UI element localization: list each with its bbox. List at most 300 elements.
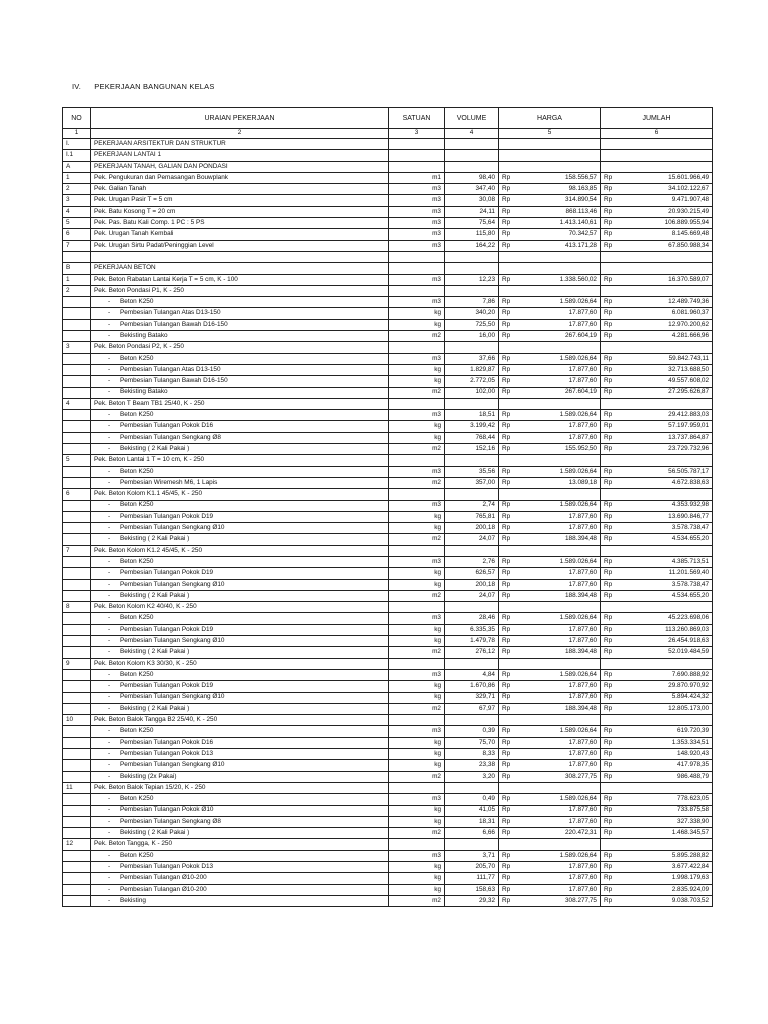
row-harga-currency [499, 251, 515, 262]
row-harga: 1.589.026,64 [515, 466, 601, 477]
header-volume: VOLUME [445, 108, 499, 129]
row-satuan: m1 [389, 172, 445, 183]
header-satuan: SATUAN [389, 108, 445, 129]
row-uraian: - Pembesian Tulangan Pokok D19 [91, 511, 389, 522]
row-harga: 13.089,18 [515, 477, 601, 488]
row-satuan: kg [389, 749, 445, 760]
row-harga-currency [499, 782, 515, 793]
row-volume: 41,05 [445, 805, 499, 816]
row-harga-currency: Rp [499, 737, 515, 748]
row-volume [445, 161, 499, 172]
row-uraian: Pek. Batu Kosong T = 20 cm [91, 206, 389, 217]
row-harga-currency: Rp [499, 172, 515, 183]
row-uraian-text: Pembesian Tulangan Pokok D16 [120, 738, 214, 746]
row-satuan: kg [389, 421, 445, 432]
row-harga: 17.877,60 [515, 884, 601, 895]
section-title [72, 82, 215, 91]
row-harga: 1.589.026,64 [515, 669, 601, 680]
row-uraian: - Bekisting [91, 895, 389, 906]
row-harga: 17.877,60 [515, 421, 601, 432]
row-jumlah: 12.489.749,36 [617, 297, 713, 308]
row-uraian: - Beton K250 [91, 850, 389, 861]
row-no [63, 534, 91, 545]
row-jumlah: 26.454.918,63 [617, 636, 713, 647]
row-satuan: kg [389, 692, 445, 703]
row-harga [515, 658, 601, 669]
row-jumlah: 34.102.122,67 [617, 184, 713, 195]
row-satuan: m2 [389, 534, 445, 545]
table-row [63, 703, 713, 714]
table-row [63, 805, 713, 816]
row-jumlah [617, 342, 713, 353]
table-row [63, 579, 713, 590]
row-uraian-text: Pembesian Tulangan Sengkang Ø10 [120, 637, 225, 644]
row-uraian-text: Pembesian Tulangan Sengkang Ø10 [120, 761, 225, 769]
row-uraian-text: Beton K250 [120, 614, 154, 622]
row-jumlah-currency: Rp [601, 624, 617, 635]
row-harga: 1.338.560,02 [515, 274, 601, 285]
table-row [63, 602, 713, 613]
row-volume [445, 398, 499, 409]
row-no: 4 [63, 206, 91, 217]
table-row [63, 624, 713, 635]
row-uraian-text: Pembesian Tulangan Sengkang Ø8 [120, 817, 221, 825]
row-no [63, 568, 91, 579]
row-volume [445, 545, 499, 556]
row-jumlah [617, 285, 713, 296]
row-jumlah: 57.197.959,01 [617, 421, 713, 432]
column-number: 1 [63, 129, 91, 139]
row-harga-currency: Rp [499, 376, 515, 387]
row-jumlah: 113.260.869,03 [617, 624, 713, 635]
row-uraian-text: Beton K250 [120, 851, 154, 859]
row-no [63, 500, 91, 511]
row-harga: 17.877,60 [515, 692, 601, 703]
table-row [63, 862, 713, 873]
row-uraian-text: Beton K250 [120, 354, 154, 362]
row-no: 4 [63, 398, 91, 409]
row-satuan [389, 715, 445, 726]
row-satuan [389, 150, 445, 161]
row-jumlah: 11.201.569,40 [617, 568, 713, 579]
row-satuan: m3 [389, 240, 445, 251]
row-no: 3 [63, 195, 91, 206]
row-harga-currency: Rp [499, 218, 515, 229]
table-row [63, 692, 713, 703]
row-satuan: m2 [389, 477, 445, 488]
table-row [63, 387, 713, 398]
row-uraian-text: Pembesian Tulangan Atas D13-150 [120, 309, 221, 317]
table-row [63, 489, 713, 500]
row-harga: 17.877,60 [515, 805, 601, 816]
table-row [63, 251, 713, 262]
row-satuan [389, 285, 445, 296]
row-jumlah: 56.505.787,17 [617, 466, 713, 477]
row-jumlah-currency: Rp [601, 613, 617, 624]
row-uraian-text: Pembesian Tulangan Pokok D13 [120, 862, 214, 870]
row-no [63, 466, 91, 477]
row-harga: 17.877,60 [515, 319, 601, 330]
row-no [63, 376, 91, 387]
row-no [63, 692, 91, 703]
row-volume: 768,44 [445, 432, 499, 443]
row-jumlah-currency [601, 285, 617, 296]
row-jumlah: 23.729.732,96 [617, 444, 713, 455]
row-jumlah: 7.690.888,92 [617, 669, 713, 680]
row-jumlah: 5.894.424,32 [617, 692, 713, 703]
row-uraian: - Pembesian Tulangan Bawah D16-150 [91, 319, 389, 330]
row-jumlah: 327.338,90 [617, 816, 713, 827]
row-harga [515, 285, 601, 296]
table-row [63, 398, 713, 409]
row-harga-currency: Rp [499, 862, 515, 873]
row-uraian: - Beton K250 [91, 613, 389, 624]
row-jumlah [617, 139, 713, 150]
row-harga [515, 839, 601, 850]
row-uraian: - Pembesian Tulangan Pokok D19 [91, 624, 389, 635]
row-volume: 7,86 [445, 297, 499, 308]
row-uraian: - Bekisting ( 2 Kali Pakai ) [91, 647, 389, 658]
row-no: I.1 [63, 150, 91, 161]
row-uraian-text: Pembesian Tulangan Atas D13-150 [120, 365, 221, 373]
row-uraian: - Pembesian Tulangan Pokok D13 [91, 862, 389, 873]
row-harga-currency: Rp [499, 749, 515, 760]
row-harga-currency: Rp [499, 895, 515, 906]
row-harga-currency [499, 150, 515, 161]
row-satuan: m3 [389, 206, 445, 217]
row-volume: 12,23 [445, 274, 499, 285]
row-volume [445, 150, 499, 161]
row-harga: 17.877,60 [515, 308, 601, 319]
row-uraian [91, 251, 389, 262]
table-row [63, 172, 713, 183]
row-no: 12 [63, 839, 91, 850]
row-satuan [389, 602, 445, 613]
row-no [63, 297, 91, 308]
row-jumlah: 986.488,79 [617, 771, 713, 782]
table-row [63, 647, 713, 658]
row-uraian: - Bekisting ( 2 Kali Pakai ) [91, 703, 389, 714]
row-volume: 18,31 [445, 816, 499, 827]
row-uraian-text: Pembesian Tulangan Pokok D19 [120, 512, 214, 520]
row-satuan [389, 398, 445, 409]
row-harga: 17.877,60 [515, 816, 601, 827]
row-satuan: kg [389, 805, 445, 816]
row-jumlah-currency: Rp [601, 432, 617, 443]
row-uraian: - Pembesian Tulangan Atas D13-150 [91, 308, 389, 319]
row-uraian: - Pembesian Tulangan Sengkang Ø10 [91, 760, 389, 771]
row-harga: 1.589.026,64 [515, 500, 601, 511]
row-jumlah: 6.081.960,37 [617, 308, 713, 319]
row-volume: 2,76 [445, 556, 499, 567]
row-jumlah-currency: Rp [601, 884, 617, 895]
row-jumlah-currency: Rp [601, 523, 617, 534]
row-volume: 205,70 [445, 862, 499, 873]
row-harga-currency: Rp [499, 308, 515, 319]
row-uraian-text: Bekisting (2x Pakai) [120, 772, 177, 780]
row-jumlah-currency: Rp [601, 421, 617, 432]
row-volume: 4,84 [445, 669, 499, 680]
row-no [63, 669, 91, 680]
row-harga [515, 263, 601, 274]
row-jumlah-currency: Rp [601, 297, 617, 308]
row-jumlah [617, 839, 713, 850]
row-jumlah: 3.578.738,47 [617, 579, 713, 590]
row-uraian-text: Beton K250 [120, 411, 154, 419]
row-harga-currency: Rp [499, 511, 515, 522]
table-row [63, 410, 713, 421]
row-satuan: m2 [389, 590, 445, 601]
row-uraian: - Beton K250 [91, 500, 389, 511]
table-row [63, 477, 713, 488]
row-jumlah-currency: Rp [601, 274, 617, 285]
row-jumlah: 619.720,39 [617, 726, 713, 737]
row-harga-currency: Rp [499, 331, 515, 342]
row-uraian-text: Pembesian Tulangan Pokok D19 [120, 569, 214, 577]
row-volume: 1.670,86 [445, 681, 499, 692]
row-no [63, 421, 91, 432]
row-jumlah [617, 658, 713, 669]
row-uraian: - Pembesian Tulangan Ø10-200 [91, 884, 389, 895]
row-no: 8 [63, 602, 91, 613]
row-satuan: m2 [389, 647, 445, 658]
row-uraian-text: Pembesian Tulangan Sengkang Ø10 [120, 580, 225, 588]
row-harga-currency: Rp [499, 523, 515, 534]
row-harga-currency: Rp [499, 466, 515, 477]
row-harga: 1.589.026,64 [515, 353, 601, 364]
row-harga-currency [499, 139, 515, 150]
row-harga: 308.277,75 [515, 771, 601, 782]
row-harga-currency: Rp [499, 500, 515, 511]
row-jumlah [617, 545, 713, 556]
row-no: 9 [63, 658, 91, 669]
row-harga-currency [499, 161, 515, 172]
row-volume: 8,33 [445, 749, 499, 760]
row-uraian: - Beton K250 [91, 297, 389, 308]
row-jumlah-currency: Rp [601, 760, 617, 771]
column-number: 2 [91, 129, 389, 139]
row-jumlah-currency [601, 489, 617, 500]
row-no [63, 647, 91, 658]
row-harga-currency: Rp [499, 319, 515, 330]
row-volume: 18,51 [445, 410, 499, 421]
row-satuan [389, 839, 445, 850]
row-satuan [389, 342, 445, 353]
table-row [63, 636, 713, 647]
row-harga: 17.877,60 [515, 523, 601, 534]
row-harga: 1.589.026,64 [515, 613, 601, 624]
row-harga-currency: Rp [499, 556, 515, 567]
row-satuan: m3 [389, 195, 445, 206]
row-uraian: - Pembesian Tulangan Pokok D16 [91, 421, 389, 432]
row-jumlah: 778.623,05 [617, 794, 713, 805]
row-jumlah: 417.978,35 [617, 760, 713, 771]
row-jumlah-currency: Rp [601, 353, 617, 364]
row-harga-currency [499, 398, 515, 409]
row-volume: 2.772,05 [445, 376, 499, 387]
table-row [63, 195, 713, 206]
row-uraian: - Bekisting ( 2 Kali Pakai ) [91, 444, 389, 455]
row-volume: 29,32 [445, 895, 499, 906]
row-jumlah-currency: Rp [601, 681, 617, 692]
row-uraian-text: Beton K250 [120, 467, 154, 475]
row-volume [445, 489, 499, 500]
row-harga-currency [499, 658, 515, 669]
row-jumlah [617, 715, 713, 726]
row-satuan [389, 658, 445, 669]
row-no: 1 [63, 172, 91, 183]
row-volume [445, 251, 499, 262]
row-volume [445, 839, 499, 850]
row-harga-currency: Rp [499, 387, 515, 398]
row-no: 10 [63, 715, 91, 726]
row-jumlah: 59.842.743,11 [617, 353, 713, 364]
row-harga: 314.890,54 [515, 195, 601, 206]
row-harga [515, 489, 601, 500]
row-jumlah: 9.038.703,52 [617, 895, 713, 906]
row-jumlah: 52.019.484,59 [617, 647, 713, 658]
row-jumlah: 5.895.288,82 [617, 850, 713, 861]
row-volume: 340,20 [445, 308, 499, 319]
row-satuan: m3 [389, 850, 445, 861]
row-harga-currency: Rp [499, 681, 515, 692]
row-volume: 67,97 [445, 703, 499, 714]
row-jumlah-currency: Rp [601, 376, 617, 387]
row-harga: 17.877,60 [515, 681, 601, 692]
row-jumlah-currency: Rp [601, 816, 617, 827]
row-jumlah-currency: Rp [601, 218, 617, 229]
row-volume: 37,66 [445, 353, 499, 364]
row-harga: 17.877,60 [515, 624, 601, 635]
row-satuan: kg [389, 624, 445, 635]
cost-estimate-table [62, 107, 713, 907]
row-satuan: kg [389, 308, 445, 319]
row-volume [445, 455, 499, 466]
row-satuan: kg [389, 636, 445, 647]
row-jumlah-currency: Rp [601, 319, 617, 330]
row-no [63, 353, 91, 364]
table-row [63, 726, 713, 737]
row-uraian: - Pembesian Tulangan Bawah D16-150 [91, 376, 389, 387]
row-satuan: m3 [389, 794, 445, 805]
row-harga-currency: Rp [499, 534, 515, 545]
row-uraian-text: Bekisting Batako [120, 331, 168, 339]
row-harga: 70.342,57 [515, 229, 601, 240]
row-satuan: m3 [389, 229, 445, 240]
row-harga: 188.394,48 [515, 703, 601, 714]
row-jumlah: 13.737.864,87 [617, 432, 713, 443]
row-harga-currency [499, 715, 515, 726]
row-jumlah-currency [601, 602, 617, 613]
row-uraian-text: Pembesian Tulangan Pokok D16 [120, 422, 214, 430]
row-no [63, 681, 91, 692]
row-satuan [389, 782, 445, 793]
row-harga: 17.877,60 [515, 737, 601, 748]
row-volume: 6,66 [445, 828, 499, 839]
row-volume: 1.829,87 [445, 364, 499, 375]
row-harga-currency: Rp [499, 195, 515, 206]
row-uraian: PEKERJAAN ARSITEKTUR DAN STRUKTUR [91, 139, 389, 150]
row-uraian-text: Pembesian Tulangan Bawah D16-150 [120, 320, 228, 328]
row-volume: 200,18 [445, 579, 499, 590]
row-volume: 24,07 [445, 590, 499, 601]
header-uraian: URAIAN PEKERJAAN [91, 108, 389, 129]
row-uraian: PEKERJAAN TANAH, GALIAN DAN PONDASI [91, 161, 389, 172]
row-jumlah: 4.672.838,63 [617, 477, 713, 488]
row-harga [515, 398, 601, 409]
row-uraian: - Beton K250 [91, 726, 389, 737]
row-satuan: kg [389, 364, 445, 375]
row-jumlah-currency: Rp [601, 556, 617, 567]
row-jumlah-currency: Rp [601, 387, 617, 398]
row-harga-currency: Rp [499, 229, 515, 240]
row-jumlah-currency: Rp [601, 568, 617, 579]
column-number: 4 [445, 129, 499, 139]
row-uraian: Pek. Beton Tangga, K - 250 [91, 839, 389, 850]
row-uraian-text: Bekisting ( 2 Kali Pakai ) [120, 591, 190, 599]
row-harga-currency: Rp [499, 568, 515, 579]
row-volume [445, 263, 499, 274]
column-number: 5 [499, 129, 601, 139]
table-row [63, 556, 713, 567]
row-harga-currency [499, 342, 515, 353]
table-row [63, 828, 713, 839]
row-harga: 155.952,50 [515, 444, 601, 455]
row-harga: 1.589.026,64 [515, 850, 601, 861]
table-row [63, 545, 713, 556]
row-jumlah-currency: Rp [601, 206, 617, 217]
row-no: B [63, 263, 91, 274]
row-harga: 17.877,60 [515, 364, 601, 375]
row-jumlah-currency: Rp [601, 636, 617, 647]
row-no [63, 737, 91, 748]
row-harga: 1.589.026,64 [515, 410, 601, 421]
row-satuan: kg [389, 319, 445, 330]
row-jumlah-currency: Rp [601, 308, 617, 319]
row-satuan: m3 [389, 184, 445, 195]
row-uraian: Pek. Beton Rabatan Lantai Kerja T = 5 cm, K - 100 [91, 274, 389, 285]
table-row [63, 240, 713, 251]
table-row [63, 376, 713, 387]
table-row [63, 161, 713, 172]
row-no [63, 511, 91, 522]
row-volume [445, 782, 499, 793]
row-no [63, 590, 91, 601]
row-satuan [389, 161, 445, 172]
row-harga-currency: Rp [499, 816, 515, 827]
row-satuan: kg [389, 376, 445, 387]
table-row [63, 816, 713, 827]
table-row [63, 229, 713, 240]
table-row [63, 500, 713, 511]
row-uraian: - Bekisting Batako [91, 331, 389, 342]
row-jumlah-currency: Rp [601, 647, 617, 658]
row-satuan: m3 [389, 410, 445, 421]
row-uraian-text: Bekisting Batako [120, 388, 168, 396]
table-row [63, 139, 713, 150]
row-harga: 1.589.026,64 [515, 794, 601, 805]
row-no: 6 [63, 229, 91, 240]
row-satuan: m3 [389, 726, 445, 737]
row-volume [445, 658, 499, 669]
table-row [63, 432, 713, 443]
table-row [63, 749, 713, 760]
row-volume: 111,77 [445, 873, 499, 884]
row-uraian: - Pembesian Tulangan Pokok D19 [91, 568, 389, 579]
row-harga-currency: Rp [499, 884, 515, 895]
row-harga: 1.413.140,61 [515, 218, 601, 229]
row-jumlah-currency: Rp [601, 364, 617, 375]
